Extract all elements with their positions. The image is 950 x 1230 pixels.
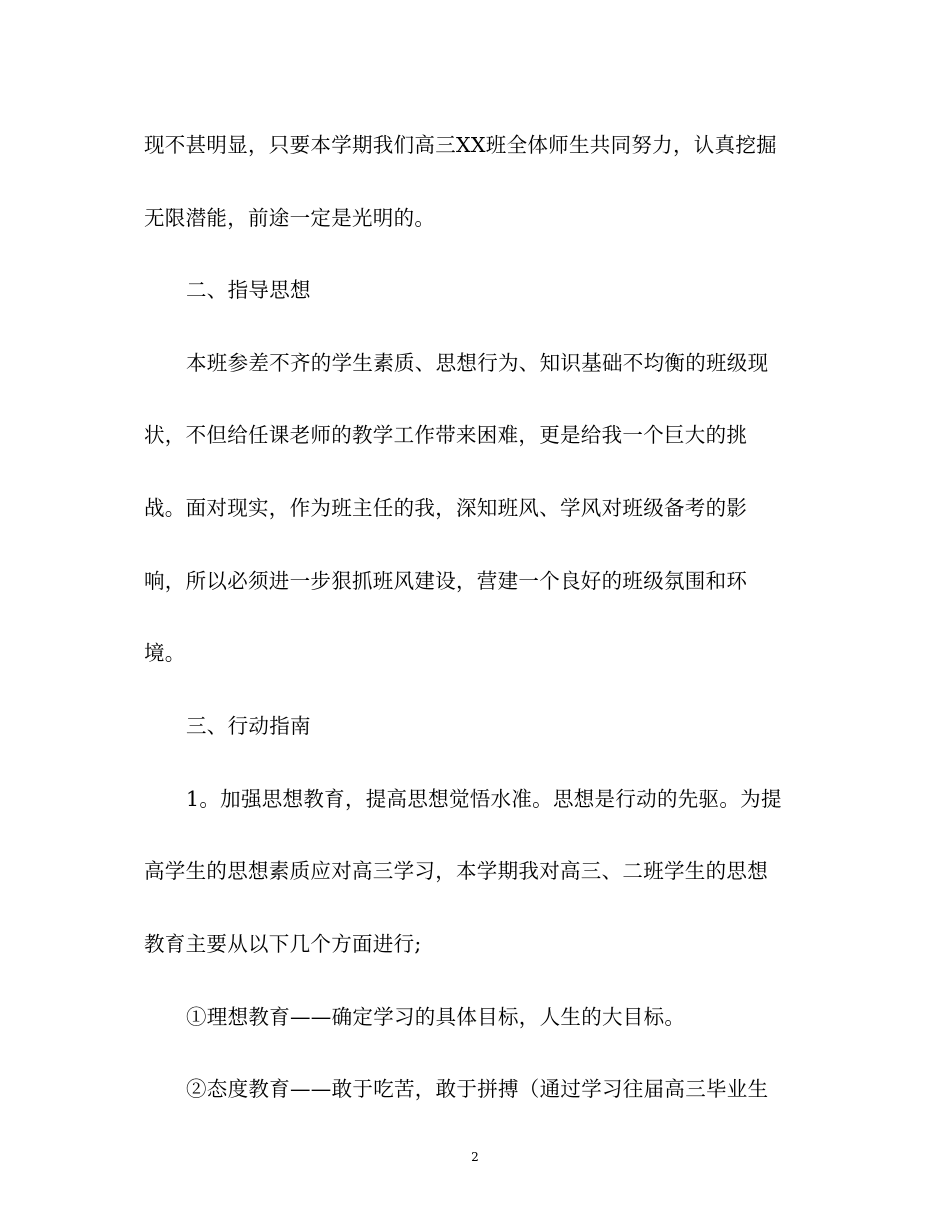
- text-line: 境。: [144, 641, 186, 665]
- text-line: 状，不但给任课老师的教学工作带来困难，更是给我一个巨大的挑: [144, 423, 748, 447]
- list-item: ②态度教育——敢于吃苦，敢于拼搏（通过学习往届高三毕业生: [186, 1077, 769, 1101]
- text-line: 高学生的思想素质应对高三学习，本学期我对高三、二班学生的思想: [144, 859, 768, 883]
- text-line: 战。面对现实，作为班主任的我，深知班风、学风对班级备考的影: [144, 496, 748, 520]
- text-line: 现不甚明显，只要本学期我们高三XX班全体师生共同努力，认真挖掘: [144, 133, 777, 157]
- list-item: ①理想教育——确定学习的具体目标，人生的大目标。: [186, 1005, 686, 1029]
- text-line: 响，所以必须进一步狠抓班风建设，营建一个良好的班级氛围和环: [144, 569, 748, 593]
- text-line: 本班参差不齐的学生素质、思想行为、知识基础不均衡的班级现: [186, 351, 769, 375]
- text-line: 无限潜能，前途一定是光明的。: [144, 206, 436, 230]
- section-heading: 二、指导思想: [186, 278, 311, 302]
- section-heading: 三、行动指南: [186, 714, 311, 738]
- text-line: 教育主要从以下几个方面进行;: [144, 932, 422, 956]
- text-line: 1。加强思想教育，提高思想觉悟水准。思想是行动的先驱。为提: [186, 787, 782, 811]
- page-number: 2: [471, 1150, 479, 1164]
